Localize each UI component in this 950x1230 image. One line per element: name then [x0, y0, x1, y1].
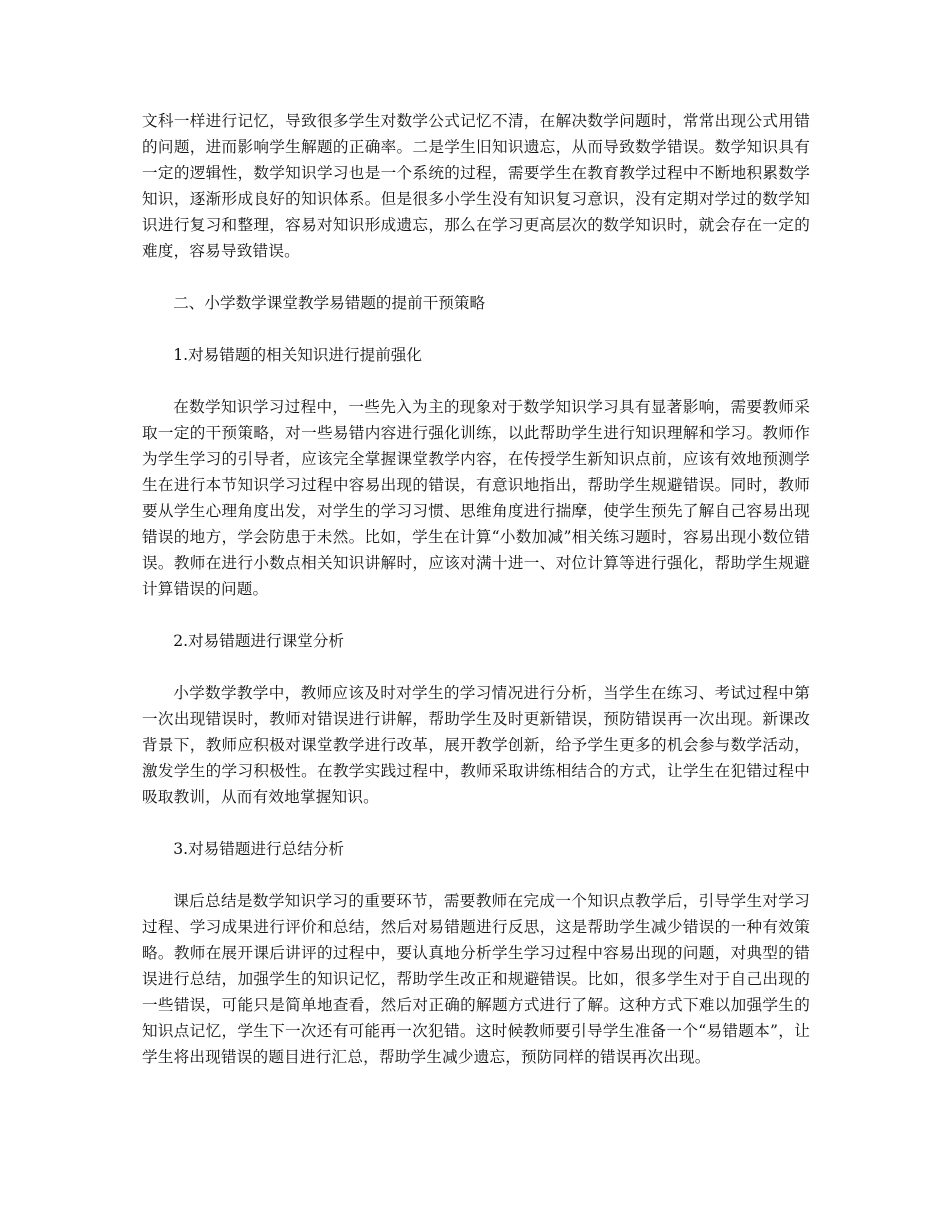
spacer: [142, 862, 810, 888]
subsection-heading-1: 1.对易错题的相关知识进行提前强化: [173, 346, 422, 364]
spacer: [142, 602, 810, 628]
subsection-body-3: 课后总结是数学知识学习的重要环节，需要教师在完成一个知识点教学后，引导学生对学习过程、学习成果进行评价和总结，然后对易错题进行反思，这是帮助学生减少错误的一种有效策略。教师在展开课后讲评的过程中，要认真地分析学生学习过程中容易出现的问题，对典型的错误进行总结，加强学生的知识记忆，帮助学生改正和规避错误。比如，很多学生对于自己出现的一些错误，可能只是简单地查看，然后对正确的解题方式进行了解。这种方式下难以加强学生的知识点记忆，学生下一次还有可能再一次犯错。这时候教师要引导学生准备一个“易错题本”，让学生将出现错误的题目进行汇总，帮助学生减少遗忘，预防同样的错误再次出现。: [142, 892, 810, 1066]
intro-continuation-paragraph: 文科一样进行记忆，导致很多学生对数学公式记忆不清，在解决数学问题时，常常出现公式用错的问题，进而影响学生解题的正确率。二是学生旧知识遗忘，从而导致数学错误。数学知识具有一定的逻辑性，数学知识学习也是一个系统的过程，需要学生在教育教学过程中不断地积累数学知识，逐渐形成良好的知识体系。但是很多小学生没有知识复习意识，没有定期对学过的数学知识进行复习和整理，容易对知识形成遗忘，那么在学习更高层次的数学知识时，就会存在一定的难度，容易导致错误。: [142, 112, 810, 260]
spacer: [142, 810, 810, 836]
spacer: [142, 654, 810, 680]
subsection-body-2: 小学数学教学中，教师应该及时对学生的学习情况进行分析，当学生在练习、考试过程中第一次出现错误时，教师对错误进行讲解，帮助学生及时更新错误，预防错误再一次出现。新课改背景下，教师应积极对课堂教学进行改革，展开教学创新，给予学生更多的机会参与数学活动，激发学生的学习积极性。在教学实践过程中，教师采取讲练相结合的方式，让学生在犯错过程中吸取教训，从而有效地掌握知识。: [142, 684, 810, 806]
spacer: [142, 368, 810, 394]
document-page: [142, 108, 810, 1070]
section-heading: 二、小学数学课堂教学易错题的提前干预策略: [173, 294, 486, 312]
subsection-heading-2: 2.对易错题进行课堂分析: [173, 632, 345, 650]
subsection-body-1: 在数学知识学习过程中，一些先入为主的现象对于数学知识学习具有显著影响，需要教师采取一定的干预策略，对一些易错内容进行强化训练，以此帮助学生进行知识理解和学习。教师作为学生学习的引导者，应该完全掌握课堂教学内容，在传授学生新知识点前，应该有效地预测学生在进行本节知识学习过程中容易出现的错误，有意识地指出，帮助学生规避错误。同时，教师要从学生心理角度出发，对学生的学习习惯、思维角度进行揣摩，使学生预先了解自己容易出现错误的地方，学会防患于未然。比如，学生在计算“小数加减”相关练习题时，容易出现小数位错误。教师在进行小数点相关知识讲解时，应该对满十进一、对位计算等进行强化，帮助学生规避计算错误的问题。: [142, 398, 810, 598]
spacer: [142, 316, 810, 342]
spacer: [142, 264, 810, 290]
subsection-heading-3: 3.对易错题进行总结分析: [173, 840, 345, 858]
